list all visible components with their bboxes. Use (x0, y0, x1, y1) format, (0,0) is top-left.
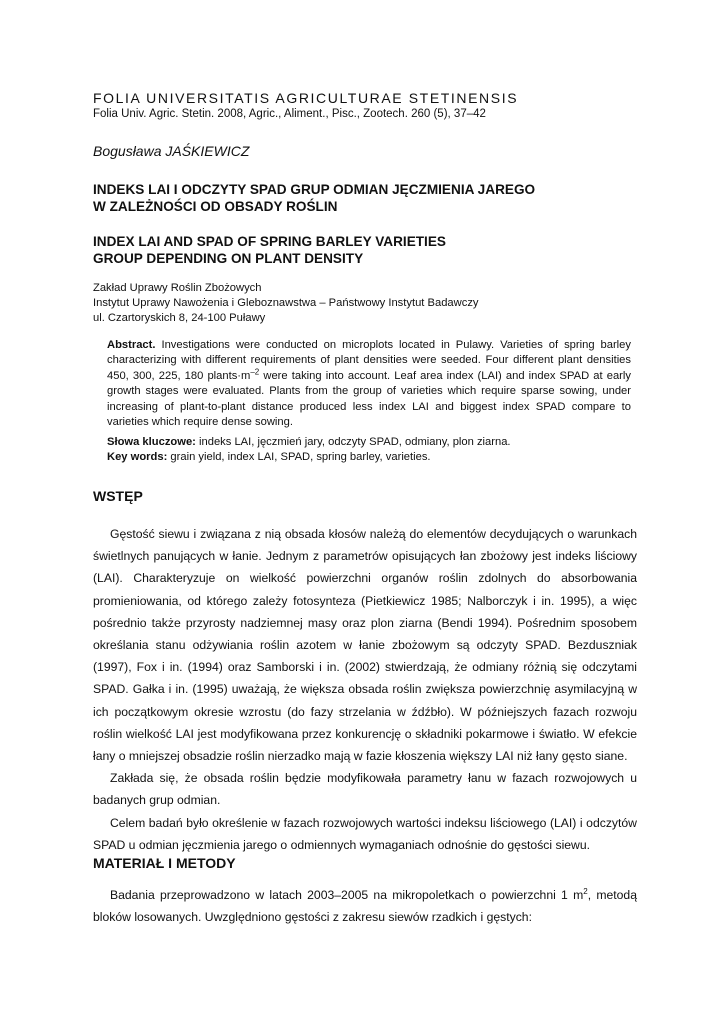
keywords-english-label: Key words: (107, 451, 168, 464)
keywords (107, 435, 631, 466)
methods-paragraph-1-a: Badania przeprowadzono w latach 2003–2005 na mikropoletkach o powierzchni 1 m (110, 888, 584, 902)
title-english-line2: GROUP DEPENDING ON PLANT DENSITY (93, 251, 364, 266)
abstract (107, 338, 631, 430)
affiliation-line1: Zakład Uprawy Roślin Zbożowych (93, 282, 262, 294)
abstract-label: Abstract. (107, 339, 156, 351)
keywords-english (107, 450, 631, 465)
abstract-text-a: Investigations were conducted on microplots located in Pulawy. Varieties of spring barley characterizing with different requirements of plant densities were seeded. Four different plant densities 450, 300, 225, 180 plants·m (107, 339, 631, 382)
keywords-english-text: grain yield, index LAI, SPAD, spring barley, varieties. (167, 451, 431, 464)
methods-paragraph-1-b: , metodą bloków losowanych. Uwzględniono gęstości z zakresu siewów rzadkich i gęstych: (93, 888, 637, 925)
intro-paragraph-2: Zakłada się, że obsada roślin będzie modyfikowała parametry łanu w fazach rozwojowych u badanych grup odmian. (93, 771, 637, 808)
section-heading-methods: MATERIAŁ I METODY (93, 855, 236, 871)
abstract-superscript: –2 (250, 367, 260, 377)
journal-citation: Folia Univ. Agric. Stetin. 2008, Agric., Aliment., Pisc., Zootech. 260 (5), 37–42 (93, 108, 486, 120)
title-polish-line2: W ZALEŻNOŚCI OD OBSADY ROŚLIN (93, 199, 338, 214)
intro-paragraph-3: Celem badań było określenie w fazach rozwojowych wartości indeksu liściowego (LAI) i odczytów SPAD u odmian jęczmienia jarego o odmiennych wymaganiach odnośnie do gęstości siewu. (93, 815, 637, 852)
intro-body (93, 523, 637, 856)
methods-superscript: 2 (583, 886, 588, 896)
affiliation-line2: Instytut Uprawy Nawożenia i Gleboznawstwa – Państwowy Instytut Badawczy (93, 297, 479, 309)
title-polish-line1: INDEKS LAI I ODCZYTY SPAD GRUP ODMIAN JĘCZMIENIA JAREGO (93, 182, 536, 197)
title-polish (93, 181, 633, 215)
journal-name: FOLIA UNIVERSITATIS AGRICULTURAE STETINENSIS (93, 90, 519, 106)
keywords-polish (107, 435, 631, 450)
title-english (93, 233, 633, 267)
keywords-polish-label: Słowa kluczowe: (107, 436, 196, 448)
title-english-line1: INDEX LAI AND SPAD OF SPRING BARLEY VARIETIES (93, 234, 446, 249)
affiliation-line3: ul. Czartoryskich 8, 24-100 Puławy (93, 312, 266, 324)
methods-body (93, 884, 637, 928)
keywords-polish-text: indeks LAI, jęczmień jary, odczyty SPAD, odmiany, plon ziarna. (195, 436, 511, 448)
section-heading-intro: WSTĘP (93, 488, 143, 504)
abstract-text-b: were taking into account. Leaf area index (LAI) and index SPAD at early growth stages were evaluated. Plants from the group of varieties which require sparse sowing, under increasing of plant-to-plant distance produced less index LAI and biggest index SPAD compare to varieties which require dense sowing. (107, 369, 631, 429)
affiliation (93, 281, 479, 326)
intro-paragraph-1: Gęstość siewu i związana z nią obsada kłosów należą do elementów decydujących o warunkach świetlnych panujących w łanie. Jednym z parametrów opisujących łan zbożowy jest indeks liściowy (LAI). Charakteryzuje on wielkość powierzchni organów roślin zdolnych do absorbowania promieniowania, od którego zależy fotosynteza (Pietkiewicz 1985; Nalborczyk i in. 1995), a więc pośrednio także przyrosty nadziemnej masy oraz plon ziarna (Bendi 1994). Pośrednim sposobem określania stanu odżywiania roślin azotem w łanie zbożowym są odczyty SPAD. Bezduszniak (1997), Fox i in. (1994) oraz Samborski i in. (2002) stwierdzają, że odmiany różnią się odczytami SPAD. Gałka i in. (1995) uważają, że większa obsada roślin zwiększa powierzchnię asymilacyjną w ich początkowym okresie wzrostu (do fazy strzelania w źdźbło). W późniejszych fazach rozwoju roślin wielkość LAI jest modyfikowana przez konkurencję o składniki pokarmowe i światło. W efekcie łany o mniejszej obsadzie roślin nierzadko mają w fazie kłoszenia większy LAI niż łany gęsto siane. (93, 527, 637, 764)
author-name: Bogusława JAŚKIEWICZ (93, 143, 250, 159)
methods-paragraph-1 (93, 884, 637, 928)
